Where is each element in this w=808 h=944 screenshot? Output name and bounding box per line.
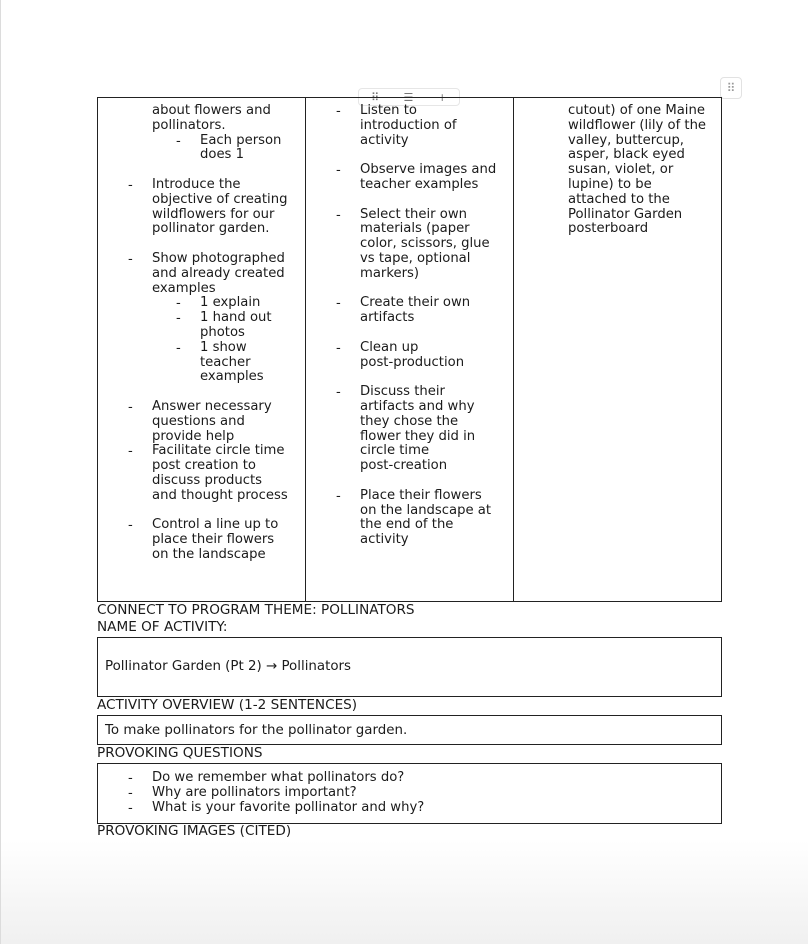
cell-line: on the landscape xyxy=(152,547,266,562)
cell-line: does 1 xyxy=(200,147,245,163)
cell-line: Place their flowers xyxy=(360,487,482,503)
cell-line: Select their own xyxy=(360,206,468,222)
question-item: Do we remember what pollinators do? xyxy=(152,770,405,785)
cell-line: Listen to xyxy=(360,103,417,118)
cell-line: post-production xyxy=(360,354,465,370)
bullet-dash: - xyxy=(128,771,133,786)
cell-line: examples xyxy=(200,369,264,385)
bullet-dash: - xyxy=(128,252,133,267)
cell-line: Clean up xyxy=(360,339,419,355)
student-actions-column xyxy=(306,98,514,601)
cell-line: asper, black eyed xyxy=(568,147,685,163)
cell-line: about flowers and xyxy=(152,103,271,118)
teacher-actions-column xyxy=(98,98,306,601)
cell-line: teacher examples xyxy=(360,177,479,192)
drag-handle-icon[interactable]: ⠿ xyxy=(371,90,380,104)
bullet-dash: - xyxy=(336,296,341,312)
lesson-plan-table xyxy=(97,97,722,602)
question-item: Why are pollinators important? xyxy=(152,785,357,800)
bullet-dash: - xyxy=(336,340,341,356)
cell-line: Observe images and xyxy=(360,162,497,178)
bullet-dash: - xyxy=(336,163,341,179)
bullet-dash: - xyxy=(336,385,341,401)
cell-line: the end of the xyxy=(360,517,454,533)
cell-line: post-creation xyxy=(360,458,448,474)
page-edge xyxy=(0,0,1,944)
cell-line: wildflowers for our xyxy=(152,206,275,222)
cell-line: objective of creating xyxy=(152,191,288,207)
cell-line: vs tape, optional xyxy=(360,251,471,266)
activity-overview-heading: ACTIVITY OVERVIEW (1-2 SENTENCES) xyxy=(97,697,358,713)
cell-line: circle time xyxy=(360,443,430,459)
cell-line: Discuss their xyxy=(360,384,445,400)
cell-line: lupine) to be xyxy=(568,177,652,192)
bullet-dash: - xyxy=(128,786,133,801)
bullet-dash: - xyxy=(336,488,341,504)
cell-line: artifacts and why xyxy=(360,399,475,414)
cell-line: they chose the xyxy=(360,413,459,429)
cell-line: 1 show xyxy=(200,339,247,355)
bullet-dash: - xyxy=(176,311,181,327)
activity-name-box[interactable] xyxy=(97,637,722,697)
cell-line: artifacts xyxy=(360,310,415,326)
cell-line: cutout) of one Maine xyxy=(568,103,705,118)
cell-line: pollinator garden. xyxy=(152,221,270,237)
bullet-dash: - xyxy=(128,444,133,460)
bullet-dash: - xyxy=(128,518,133,534)
cell-line: materials (paper xyxy=(360,221,470,237)
block-drag-handle[interactable] xyxy=(720,77,742,99)
drag-handle-icon: ⠿ xyxy=(726,81,736,95)
cell-line: place their flowers xyxy=(152,532,275,548)
bullet-dash: - xyxy=(336,207,341,223)
cell-line: attached to the xyxy=(568,191,670,207)
cell-line: questions and xyxy=(152,413,245,429)
bullet-dash: - xyxy=(128,400,133,415)
cell-line: 1 explain xyxy=(200,295,261,311)
cell-line: Introduce the xyxy=(152,177,241,192)
cell-line: color, scissors, glue xyxy=(360,236,490,252)
provoking-images-heading: PROVOKING IMAGES (CITED) xyxy=(97,823,292,839)
connect-theme-heading: CONNECT TO PROGRAM THEME: POLLINATORS xyxy=(97,602,415,618)
activity-name-heading: NAME OF ACTIVITY: xyxy=(97,619,228,635)
cell-line: pollinators. xyxy=(152,117,226,133)
cell-line: flower they did in xyxy=(360,428,476,444)
cell-line: and thought process xyxy=(152,487,288,503)
filter-lines-icon[interactable]: ☰ xyxy=(403,90,414,104)
cell-line: introduction of xyxy=(360,117,457,133)
cell-line: examples xyxy=(152,280,216,296)
activity-overview-box[interactable] xyxy=(97,715,722,745)
cell-line: valley, buttercup, xyxy=(568,132,685,148)
cell-line: teacher xyxy=(200,354,251,370)
bullet-dash: - xyxy=(336,104,341,119)
cell-line: post creation to xyxy=(152,458,256,474)
cell-line: provide help xyxy=(152,428,235,444)
plus-icon[interactable]: + xyxy=(437,90,447,104)
bullet-dash: - xyxy=(176,340,181,356)
cell-line: activity xyxy=(360,532,409,548)
cell-line: posterboard xyxy=(568,221,649,237)
bullet-dash: - xyxy=(176,296,181,312)
cell-line: Each person xyxy=(200,132,282,148)
cell-line: Show photographed xyxy=(152,251,285,266)
provoking-questions-heading: PROVOKING QUESTIONS xyxy=(97,745,263,761)
cell-line: markers) xyxy=(360,265,420,281)
cell-line: photos xyxy=(200,325,245,340)
activity-name-text: Pollinator Garden (Pt 2) → Pollinators xyxy=(105,659,352,674)
question-item: What is your favorite pollinator and why? xyxy=(152,800,425,815)
provoking-questions-box[interactable] xyxy=(97,763,722,824)
cell-line: and already created xyxy=(152,265,285,281)
materials-column xyxy=(514,98,721,601)
bullet-dash: - xyxy=(128,178,133,193)
bullet-dash: - xyxy=(128,801,133,816)
cell-line: discuss products xyxy=(152,473,263,488)
bullet-dash: - xyxy=(176,133,181,149)
cell-line: Answer necessary xyxy=(152,399,272,414)
cell-line: susan, violet, or xyxy=(568,162,674,178)
cell-line: Control a line up to xyxy=(152,517,279,533)
cell-line: Facilitate circle time xyxy=(152,443,285,459)
cell-line: activity xyxy=(360,132,409,148)
cell-line: Create their own xyxy=(360,295,471,311)
cell-line: Pollinator Garden xyxy=(568,206,683,222)
cell-line: 1 hand out xyxy=(200,310,272,326)
cell-line: wildflower (lily of the xyxy=(568,117,707,133)
activity-overview-text: To make pollinators for the pollinator garden. xyxy=(105,723,408,738)
cell-line: on the landscape at xyxy=(360,502,492,518)
